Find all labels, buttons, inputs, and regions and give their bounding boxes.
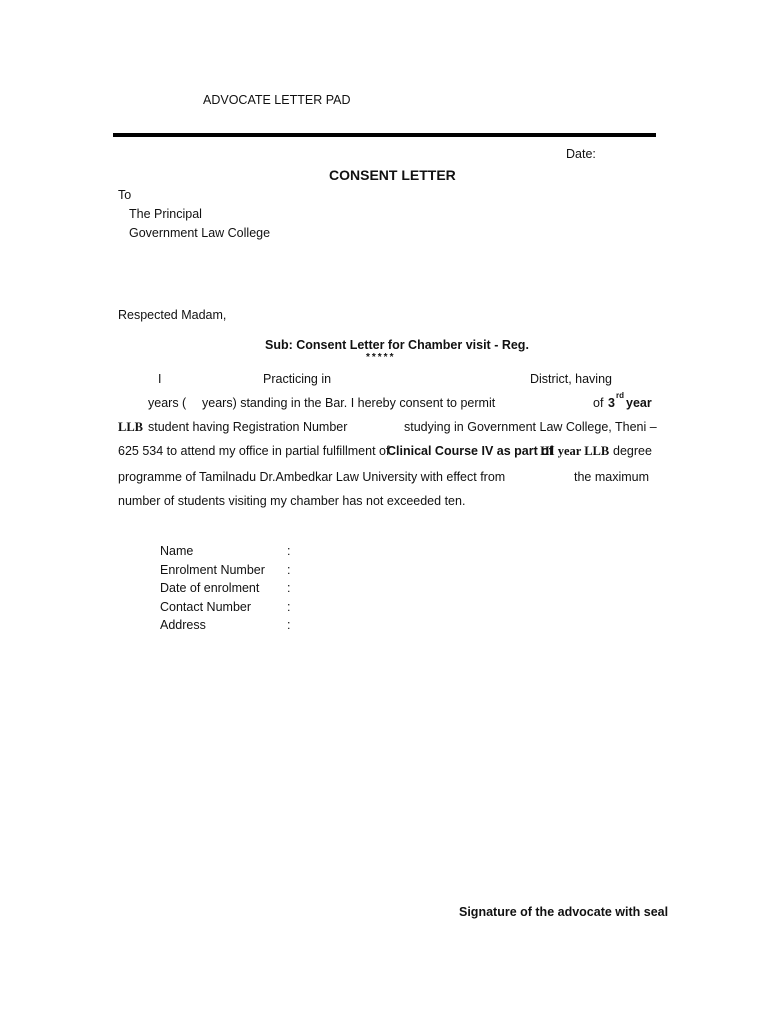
body-text: LLB <box>118 420 144 434</box>
body-line-6 <box>118 494 650 512</box>
body-text: of <box>593 396 604 410</box>
field-label: Contact Number <box>160 600 252 614</box>
date-label: Date: <box>566 147 596 161</box>
body-text: student having Registration Number <box>148 420 348 434</box>
field-label: Name <box>160 544 194 558</box>
body-text: years) standing in the Bar. I hereby consent to permit <box>202 396 496 410</box>
letter-title: CONSENT LETTER <box>329 167 456 183</box>
field-colon: : <box>287 544 291 558</box>
body-text: 3 <box>608 396 615 410</box>
salutation: Respected Madam, <box>118 308 227 322</box>
field-colon: : <box>287 581 291 595</box>
body-text: years ( <box>148 396 187 410</box>
field-colon: : <box>287 563 291 577</box>
field-colon: : <box>287 600 291 614</box>
body-text: III year LLB <box>540 444 610 458</box>
body-text: degree <box>613 444 652 458</box>
subject-line: Sub: Consent Letter for Chamber visit - Reg. <box>265 338 529 352</box>
field-label: Enrolment Number <box>160 563 265 577</box>
letterhead: ADVOCATE LETTER PAD <box>203 93 351 107</box>
body-text: studying in Government Law College, Theni – <box>404 420 657 434</box>
body-line-4 <box>118 444 650 462</box>
body-text: the maximum <box>574 470 650 484</box>
body-line-3 <box>118 420 657 438</box>
body-line-1 <box>118 372 650 390</box>
body-text: programme of Tamilnadu Dr.Ambedkar Law University with effect from <box>118 470 506 484</box>
body-text: 625 534 to attend my office in partial fulfillment of <box>118 444 390 458</box>
subject-stars: ***** <box>366 352 396 363</box>
signature-line: Signature of the advocate with seal <box>459 905 669 919</box>
to-label: To <box>118 188 132 202</box>
body-text: Clinical Course IV as part of <box>387 444 554 458</box>
body-text: Practicing in <box>263 372 332 386</box>
recipient-line-2: Government Law College <box>129 226 271 240</box>
body-text: District, having <box>530 372 612 386</box>
body-text: I <box>158 372 162 386</box>
superscript: rd <box>616 391 624 400</box>
field-label: Date of enrolment <box>160 581 260 595</box>
body-text: year <box>626 396 652 410</box>
field-label: Address <box>160 618 206 632</box>
field-colon: : <box>287 618 291 632</box>
recipient-line-1: The Principal <box>129 207 202 221</box>
body-line-5 <box>118 470 650 488</box>
header-divider <box>113 133 656 137</box>
body-text: number of students visiting my chamber has not exceeded ten. <box>118 494 466 508</box>
body-line-2 <box>118 391 652 414</box>
